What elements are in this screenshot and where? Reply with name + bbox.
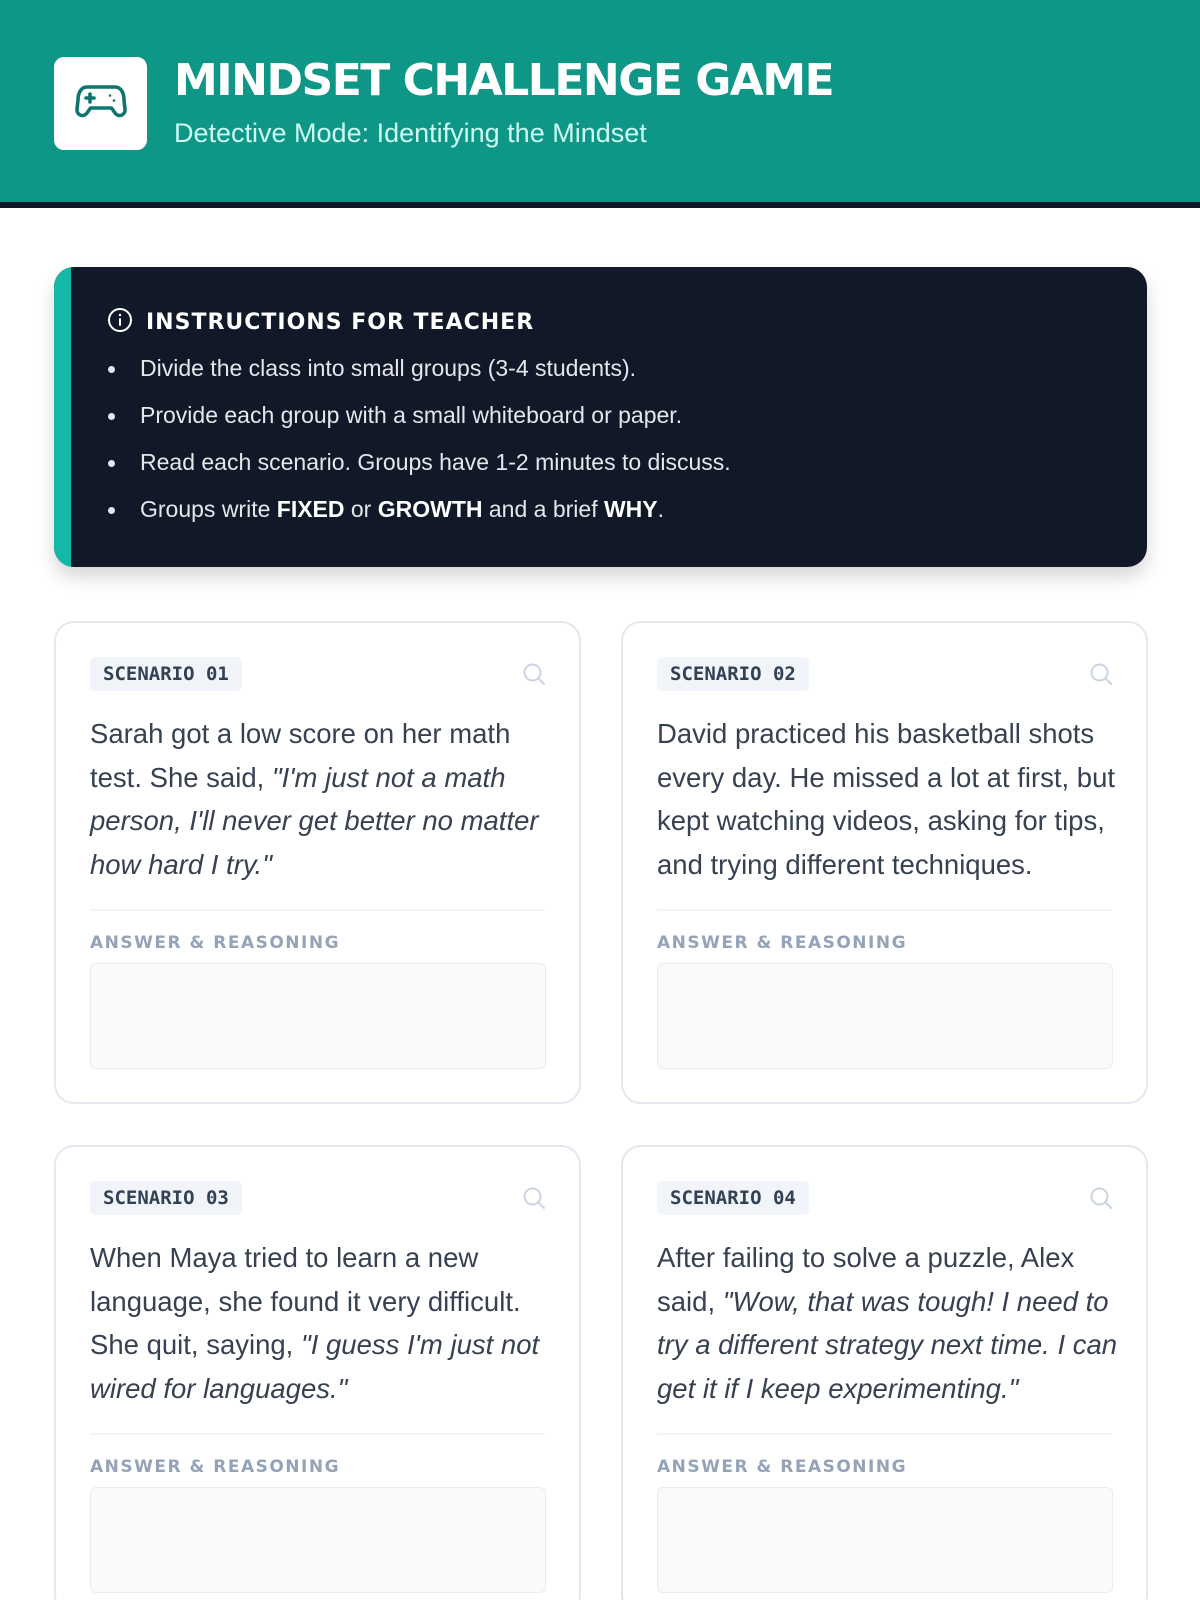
instruction-text: . [657,496,665,522]
scenario-text [90,1236,553,1410]
scenario-quote: "Wow, that was tough! I need to try a different strategy next time. I can get it if I keep experimenting." [657,1285,1118,1404]
scenario-badge: SCENARIO 01 [90,657,242,691]
scenario-narrative: David practiced his basketball shots every day. He missed a lot at first, but kept watching videos, asking for tips, and trying different techniques. [657,718,1116,880]
search-icon[interactable] [522,1186,546,1215]
accent-bar [54,267,71,567]
page-header [0,0,1200,208]
scenario-text [657,712,1120,886]
scenario-badge: SCENARIO 02 [657,657,809,691]
divider [90,909,545,911]
gamepad-icon [75,81,127,126]
instruction-item: Divide the class into small groups (3-4 students). [107,352,731,399]
scenario-narrative: When Maya tried to learn a new language, she found it very difficult. She quit, saying, [90,1242,521,1360]
scenario-badge: SCENARIO 04 [657,1181,809,1215]
scenario-card [54,621,581,1104]
divider [657,909,1112,911]
fixed-keyword: FIXED [276,496,345,522]
scenario-text [90,712,553,886]
scenario-card [621,621,1148,1104]
scenario-narrative: Sarah got a low score on her math test. She said, [90,718,511,793]
scenario-badge: SCENARIO 03 [90,1181,242,1215]
teacher-instructions-panel [54,267,1147,567]
instructions-list [107,352,731,540]
info-icon [107,307,133,338]
answer-field[interactable] [90,1487,546,1593]
scenario-narrative: After failing to solve a puzzle, Alex said, [657,1242,1075,1317]
instruction-item [107,493,731,540]
scenario-quote: "I guess I'm just not wired for languages." [90,1329,540,1404]
divider [90,1433,545,1435]
scenario-card [54,1145,581,1600]
instruction-text: or [344,496,378,522]
answer-label: ANSWER & REASONING [90,1457,341,1477]
divider [657,1433,1112,1435]
search-icon[interactable] [1089,662,1113,691]
scenario-card [621,1145,1148,1600]
app-title: MINDSET CHALLENGE GAME [174,55,834,106]
answer-label: ANSWER & REASONING [657,933,908,953]
scenario-text [657,1236,1120,1410]
answer-label: ANSWER & REASONING [90,933,341,953]
instruction-item: Provide each group with a small whiteboard or paper. [107,399,731,446]
instructions-heading [107,307,534,338]
answer-field[interactable] [657,1487,1113,1593]
why-keyword: WHY [603,496,658,522]
instruction-text: Groups write [140,496,277,522]
search-icon[interactable] [1089,1186,1113,1215]
scenario-quote: "I'm just not a math person, I'll never get better no matter how hard I try." [90,761,539,880]
instruction-text: and a brief [482,496,604,522]
instruction-item: Read each scenario. Groups have 1-2 minutes to discuss. [107,446,731,493]
answer-field[interactable] [90,963,546,1069]
app-logo [54,57,147,150]
answer-field[interactable] [657,963,1113,1069]
search-icon[interactable] [522,662,546,691]
growth-keyword: GROWTH [377,496,483,522]
app-subtitle: Detective Mode: Identifying the Mindset [174,118,647,148]
answer-label: ANSWER & REASONING [657,1457,908,1477]
instructions-title: INSTRUCTIONS FOR TEACHER [146,310,535,335]
